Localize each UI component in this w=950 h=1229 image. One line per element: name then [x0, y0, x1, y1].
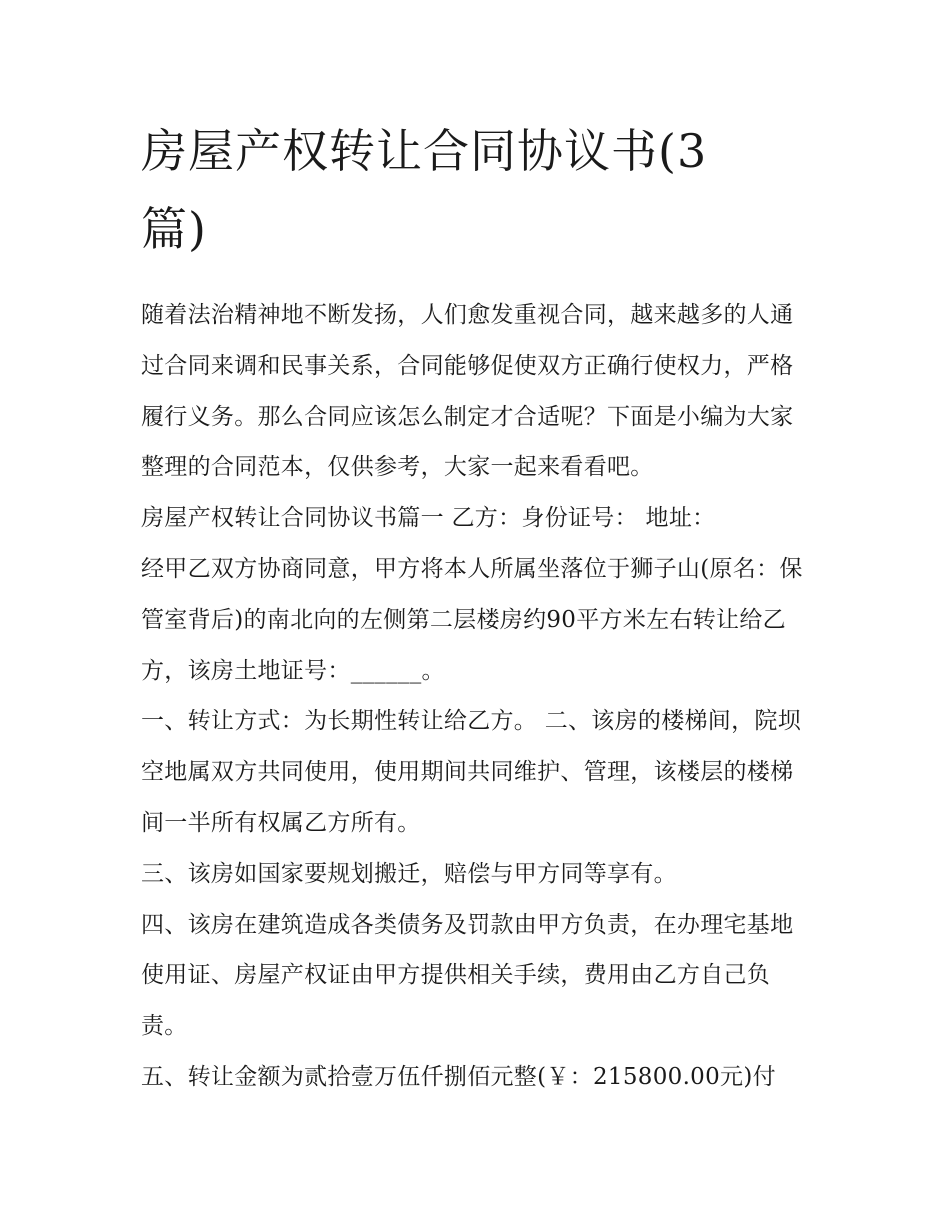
clause-one-two-paragraph: 一、转让方式：为长期性转让给乙方。 二、该房的楼梯间，院坝空地属双方共同使用，使用期间共同维护、管理，该楼层的楼梯间一半所有权属乙方所有。 — [141, 708, 802, 836]
clause-five-paragraph: 五、转让金额为贰拾壹万伍仟捌佰元整(￥：215800.00元)付 — [141, 1063, 776, 1090]
intro-paragraph: 随着法治精神地不断发扬，人们愈发重视合同，越来越多的人通过合同来调和民事关系，合同能够促使双方正确行使权力，严格履行义务。那么合同应该怎么制定才合适呢？下面是小编为大家整理的合同范本，仅供参考，大家一起来看看吧。 — [141, 302, 794, 481]
clause-four-paragraph: 四、该房在建筑造成各类债务及罚款由甲方负责，在办理宅基地使用证、房屋产权证由甲方提供相关手续，费用由乙方自己负责。 — [141, 911, 794, 1040]
document-title: 房屋产权转让合同协议书(3篇) — [141, 124, 708, 256]
document-content — [141, 112, 816, 1103]
agreement-paragraph: 经甲乙双方协商同意，甲方将本人所属坐落位于狮子山(原名：保管室背后)的南北向的左侧第二层楼房约90平方米左右转让给乙方，该房土地证号：______。 — [141, 555, 803, 684]
clause-three-paragraph: 三、该房如国家要规划搬迁，赔偿与甲方同等享有。 — [141, 860, 677, 887]
section-heading-paragraph: 房屋产权转让合同协议书篇一 乙方：身份证号： 地址： — [141, 505, 716, 532]
document-body — [141, 290, 816, 1103]
